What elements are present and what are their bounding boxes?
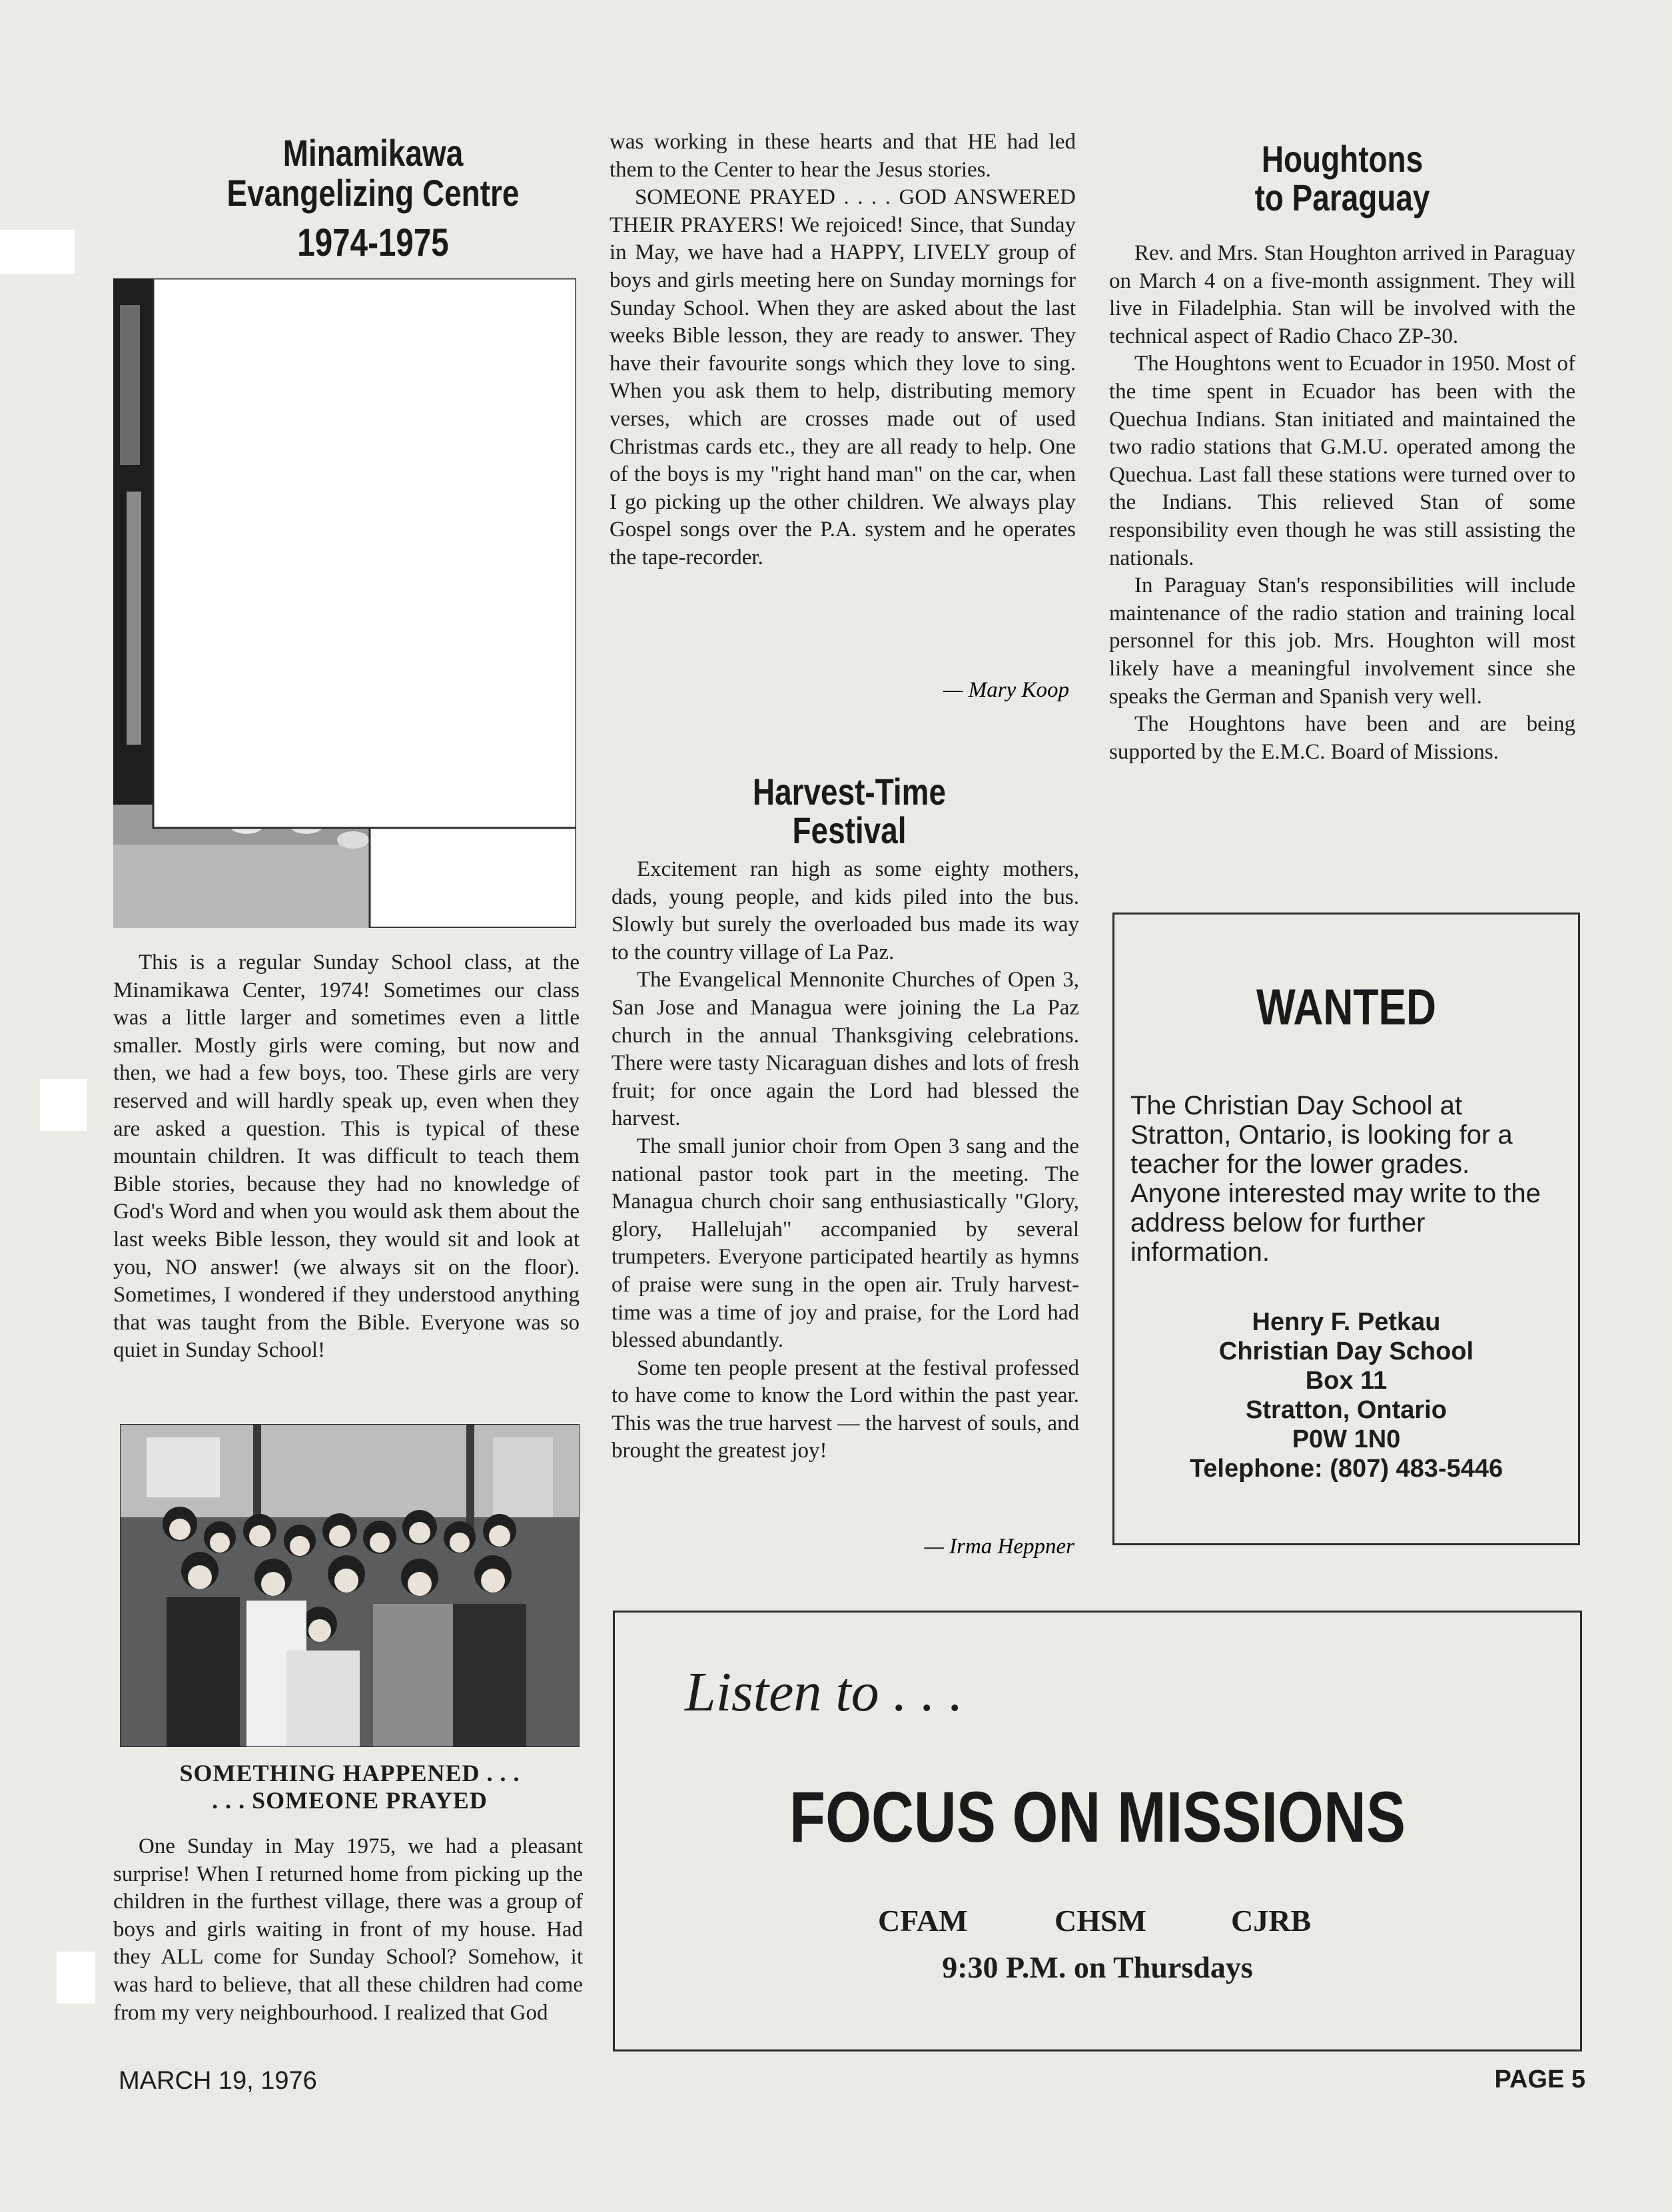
article-title-harvest	[680, 773, 1019, 850]
subhead-something-happened	[120, 1760, 580, 1814]
address-line: Box 11	[1305, 1367, 1388, 1395]
address-line: Christian Day School	[1218, 1337, 1474, 1365]
paragraph: The small junior choir from Open 3 sang and the national pastor took part in the meeting. The Managua church choir sang enthusiastically "Glory, glory, Hallelujah" accompanied by several trumpeters. Everyone participated heartily as hymns of praise were sung in the open air. Truly harvest-time was a time of joy and praise, for the Lord had blessed abundantly.	[612, 1134, 1079, 1353]
scan-mark	[0, 230, 75, 274]
paragraph: Excitement ran high as some eighty mothers, dads, young people, and kids piled into the bus. Slowly but surely the overloaded bus made its way to the country village of La Paz.	[612, 857, 1079, 964]
wanted-address	[1114, 1307, 1578, 1483]
paragraph: In Paraguay Stan's responsibilities will include maintenance of the radio station and training local personnel for this job. Mrs. Houghton will most likely have a meaningful involvement since she speaks the German and Spanish very well.	[1109, 573, 1575, 709]
listen-ad-box	[613, 1611, 1582, 2051]
photo-image	[113, 278, 576, 928]
paragraph: The Evangelical Mennonite Churches of Open 3, San Jose and Managua were joining the La Paz church in the annual Thanksgiving celebrations. There were tasty Nicaraguan dishes and lots of fresh fruit; for once again the Lord had blessed the harvest.	[612, 968, 1079, 1131]
signature-mary-koop: — Mary Koop	[943, 678, 1069, 702]
scan-mark	[40, 1079, 87, 1131]
caption-paragraph: This is a regular Sunday School class, at the Minamikawa Center, 1974! Sometimes our class was a little larger and sometimes even a little smaller. Mostly girls were coming, but now and then, we had a few boys, too. These girls are very reserved and will hardly speak up, even when they are asked a question. This is typical of these mountain children. It was difficult to teach them Bible stories, because they had no knowledge of God's Word and when you would ask them about the last weeks Bible lesson, they would sit and look at you, NO answer! (we always sit on the floor). Sometimes, I wondered if they understood anything that was taught from the Bible. Everyone was so quiet in Sunday School!	[113, 950, 580, 1363]
title-line: Evangelizing Centre	[226, 172, 520, 214]
story-paragraph: One Sunday in May 1975, we had a pleasant surprise! When I returned home from picking up the children in the furthest village, there was a group of boys and girls waiting in front of my house. Had they ALL come for Sunday School? Somehow, it was hard to believe, that all these children had come from my very neighbourhood. I realized that God	[113, 1834, 583, 2025]
left-caption-text	[113, 949, 580, 1365]
broadcast-time: 9:30 P.M. on Thursdays	[942, 1950, 1253, 1984]
signature-irma-heppner: — Irma Heppner	[924, 1535, 1074, 1559]
title-line: Harvest-Time	[752, 771, 947, 813]
sunday-school-photo	[113, 278, 576, 928]
address-line: Henry F. Petkau	[1252, 1308, 1441, 1336]
paragraph: The Houghtons went to Ecuador in 1950. Most of the time spent in Ecuador has been with the Quechua Indians. Stan initiated and maintained the two radio stations that G.M.U. operated among the Quechua. Last fall these stations were turned over to the Indians. This relieved Stan of some responsibility even though he was still assisting the nationals.	[1109, 352, 1575, 570]
station-chsm: CHSM	[1054, 1904, 1146, 1938]
title-line: to Paraguay	[1254, 177, 1430, 218]
paragraph: SOMEONE PRAYED . . . . GOD ANSWERED THEIR PRAYERS! We rejoiced! Since, that Sunday in May, we have had a HAPPY, LIVELY group of boys and girls meeting here on Sunday mornings for Sunday School. When they are asked about the last weeks Bible lesson, they are ready to answer. They have their favourite songs which they love to sing. When you ask them to help, distributing memory verses, which are crosses made out of used Christmas cards etc., they are all ready to help. One of the boys is my "right hand man" on the car, when I go picking up the other children. We always play Gospel songs over the P.A. system and he operates the tape-recorder.	[610, 185, 1076, 569]
station-cfam: CFAM	[878, 1904, 968, 1938]
paragraph: Rev. and Mrs. Stan Houghton arrived in Paraguay on March 4 on a five-month assignment. They will live in Filadelphia. Stan will be involved with the technical aspect of Radio Chaco ZP-30.	[1109, 241, 1575, 348]
wanted-ad-box	[1112, 913, 1580, 1545]
left-story-text	[113, 1833, 583, 2027]
children-group-photo	[120, 1424, 580, 1747]
title-line: Houghtons	[1261, 138, 1424, 180]
photo-image	[120, 1424, 580, 1747]
footer-page-number: PAGE 5	[1494, 2065, 1585, 2093]
right-text	[1109, 240, 1575, 766]
title-line: Minamikawa	[282, 132, 464, 174]
article-title-minamikawa	[177, 133, 570, 213]
wanted-body: The Christian Day School at Stratton, Ontario, is looking for a teacher for the lower grades. Anyone interested may write to the address below for further information.	[1130, 1091, 1541, 1267]
paragraph: was working in these hearts and that HE had led them to the Center to hear the Jesus stories.	[610, 130, 1076, 182]
title-line: Festival	[792, 809, 907, 851]
middle-text-top	[610, 129, 1076, 572]
address-line: P0W 1N0	[1292, 1425, 1401, 1453]
listen-intro: Listen to . . .	[685, 1661, 963, 1723]
paragraph: The Houghtons have been and are being supported by the E.M.C. Board of Missions.	[1109, 712, 1575, 764]
middle-text-harvest	[612, 856, 1079, 1465]
article-years: 1974-1975	[297, 221, 449, 264]
subhead-line: . . . SOMEONE PRAYED	[212, 1787, 488, 1814]
paragraph: Some ten people present at the festival professed to have come to know the Lord within the past year. This was the true harvest — the harvest of souls, and brought the greatest joy!	[612, 1355, 1079, 1463]
wanted-heading: WANTED	[1256, 979, 1437, 1036]
station-cjrb: CJRB	[1231, 1904, 1312, 1938]
scan-mark	[57, 1952, 95, 2004]
program-name: FOCUS ON MISSIONS	[789, 1776, 1406, 1857]
article-title-houghtons	[1165, 140, 1520, 217]
address-line: Telephone: (807) 483-5446	[1189, 1455, 1503, 1483]
address-line: Stratton, Ontario	[1246, 1396, 1447, 1424]
footer-date: MARCH 19, 1976	[119, 2067, 317, 2095]
subhead-line: SOMETHING HAPPENED . . .	[179, 1760, 520, 1786]
